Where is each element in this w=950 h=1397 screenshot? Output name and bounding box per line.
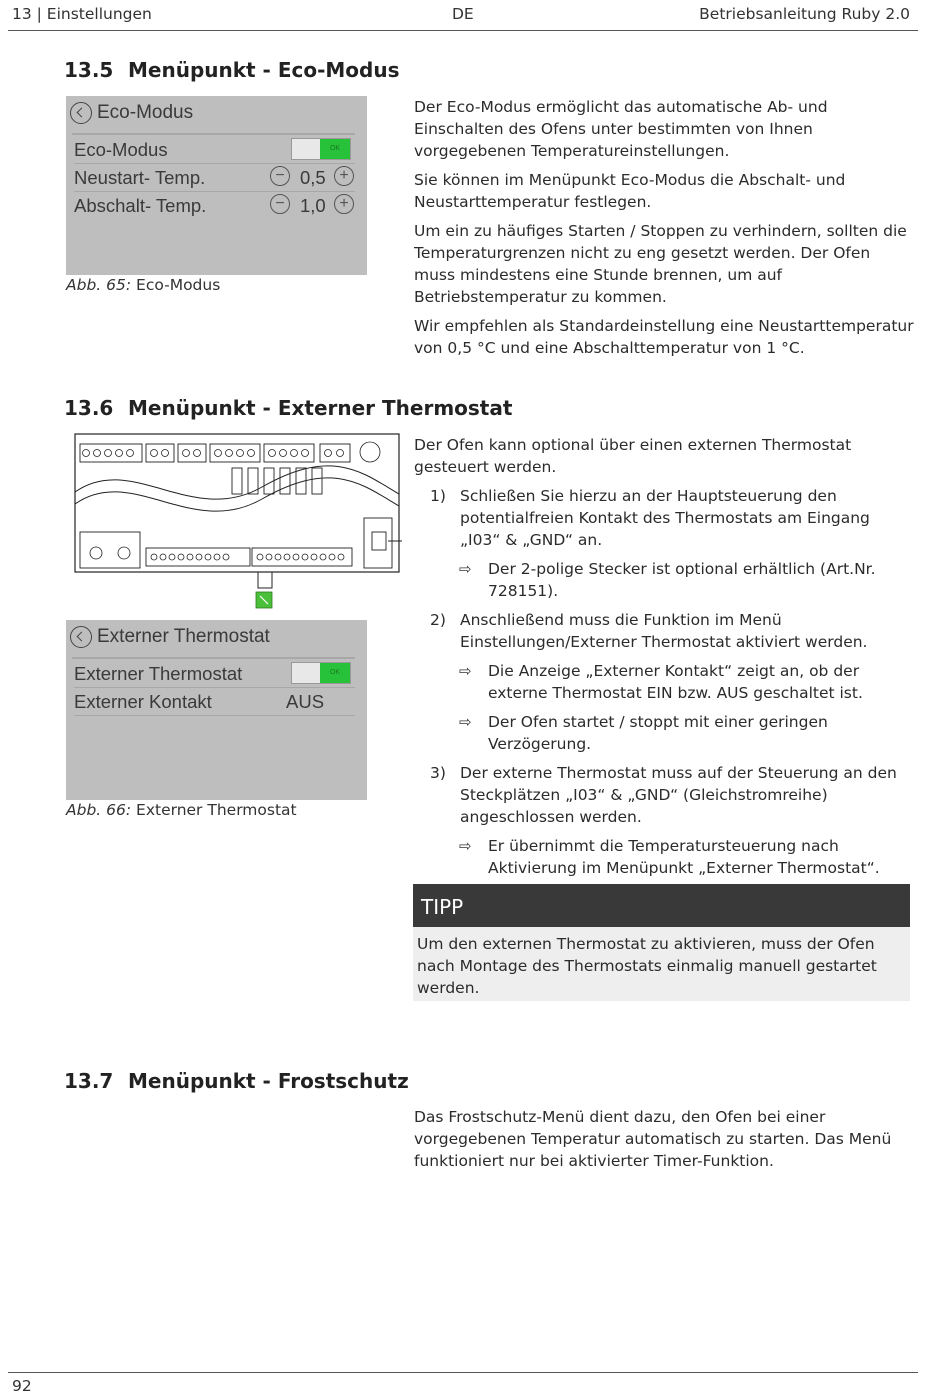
page-number: 92 bbox=[12, 1377, 32, 1395]
tip-box bbox=[413, 884, 910, 1001]
plus-icon: + bbox=[334, 166, 354, 186]
external-thermostat-toggle: OK bbox=[291, 662, 351, 684]
step-item: 3) Der externe Thermostat muss auf der Steuerung an den Steckplätzen „I03“ & „GND“ (Gleichstromreihe) angeschlossen werden. bbox=[430, 764, 897, 826]
frost-description bbox=[414, 1106, 914, 1179]
section-title-frost: 13.7 Menüpunkt - Frostschutz bbox=[64, 1069, 409, 1093]
step-item: 2) Anschließend muss die Funktion im Menü Einstellungen/Externer Thermostat aktiviert werden. bbox=[430, 611, 868, 651]
screen-header-divider bbox=[72, 133, 355, 135]
header-manual-title: Betriebsanleitung Ruby 2.0 bbox=[699, 5, 910, 23]
result-arrow-icon: ⇨ bbox=[459, 560, 472, 578]
screen-row-restart-temp: Neustart- Temp. − 0,5 + bbox=[74, 164, 355, 192]
step-result: ⇨ Die Anzeige „Externer Kontakt“ zeigt an, ob der externe Thermostat EIN bzw. AUS geschaltet ist. bbox=[459, 662, 863, 702]
external-thermostat-screen bbox=[66, 620, 367, 800]
screen-row-external-contact: Externer Kontakt AUS bbox=[74, 688, 355, 716]
tip-label: TIPP bbox=[413, 884, 910, 927]
result-arrow-icon: ⇨ bbox=[459, 662, 472, 680]
paragraph: Der Eco-Modus ermöglicht das automatische Ab- und Einschalten des Ofens unter bestimmten von Ihnen vorgegebenen Temperatureinstellungen. bbox=[414, 98, 828, 160]
eco-description bbox=[414, 96, 914, 366]
eco-mode-screen bbox=[66, 96, 367, 275]
screen-header: Eco-Modus bbox=[70, 102, 193, 124]
tip-text: Um den externen Thermostat zu aktivieren, muss der Ofen nach Montage des Thermostats einmalig manuell gestartet werden. bbox=[417, 935, 877, 997]
step-result: ⇨ Der 2-polige Stecker ist optional erhältlich (Art.Nr. 728151). bbox=[459, 560, 876, 600]
minus-icon: − bbox=[270, 166, 290, 186]
section-title-thermostat: 13.6 Menüpunkt - Externer Thermostat bbox=[64, 396, 513, 420]
header-chapter: 13 | Einstellungen bbox=[12, 5, 152, 23]
step-item: 1) Schließen Sie hierzu an der Hauptsteuerung den potentialfreien Kontakt des Thermostats am Eingang „I03“ & „GND“ an. bbox=[430, 487, 870, 549]
result-arrow-icon: ⇨ bbox=[459, 713, 472, 731]
step-result: ⇨ Der Ofen startet / stoppt mit einer geringen Verzögerung. bbox=[459, 713, 828, 753]
screen-header-divider bbox=[72, 657, 355, 659]
thermostat-instructions bbox=[414, 434, 914, 886]
header-divider bbox=[8, 30, 918, 31]
shutdown-temp-stepper: − 1,0 + bbox=[270, 192, 360, 218]
figure-caption-65: Abb. 65: Eco-Modus bbox=[66, 276, 221, 294]
screen-row-shutdown-temp: Abschalt- Temp. − 1,0 + bbox=[74, 192, 355, 220]
back-arrow-icon bbox=[70, 626, 92, 648]
minus-icon: − bbox=[270, 194, 290, 214]
external-contact-value: AUS bbox=[286, 691, 325, 712]
footer-divider bbox=[8, 1372, 918, 1373]
screen-row-external-thermostat: Externer Thermostat OK bbox=[74, 660, 355, 688]
figure-caption-66: Abb. 66: Externer Thermostat bbox=[66, 801, 297, 819]
paragraph: Der Ofen kann optional über einen externen Thermostat gesteuert werden. bbox=[414, 436, 852, 476]
control-board-diagram bbox=[72, 432, 402, 612]
eco-mode-toggle: OK bbox=[291, 138, 351, 160]
plus-icon: + bbox=[334, 194, 354, 214]
step-result: ⇨ Er übernimmt die Temperatursteuerung nach Aktivierung im Menüpunkt „Externer Thermostat“. bbox=[459, 837, 880, 877]
screen-header: Externer Thermostat bbox=[70, 626, 270, 648]
paragraph: Um ein zu häufiges Starten / Stoppen zu verhindern, sollten die Temperaturgrenzen nicht zu eng gesetzt werden. Der Ofen muss mindestens eine Stunde brennen, um auf Betriebstemperatur zu kommen. bbox=[414, 222, 907, 306]
back-arrow-icon bbox=[70, 102, 92, 124]
screen-row-eco-mode: Eco-Modus OK bbox=[74, 136, 355, 164]
result-arrow-icon: ⇨ bbox=[459, 837, 472, 855]
paragraph: Sie können im Menüpunkt Eco-Modus die Abschalt- und Neustarttemperatur festlegen. bbox=[414, 171, 846, 211]
section-title-eco: 13.5 Menüpunkt - Eco-Modus bbox=[64, 58, 400, 82]
restart-temp-stepper: − 0,5 + bbox=[270, 164, 360, 190]
paragraph: Das Frostschutz-Menü dient dazu, den Ofen bei einer vorgegebenen Temperatur automatisch zu starten. Das Menü funktioniert nur bei aktivierter Timer-Funktion. bbox=[414, 1108, 892, 1170]
paragraph: Wir empfehlen als Standardeinstellung eine Neustarttemperatur von 0,5 °C und eine Abschalttemperatur von 1 °C. bbox=[414, 317, 914, 357]
header-language: DE bbox=[452, 5, 474, 23]
